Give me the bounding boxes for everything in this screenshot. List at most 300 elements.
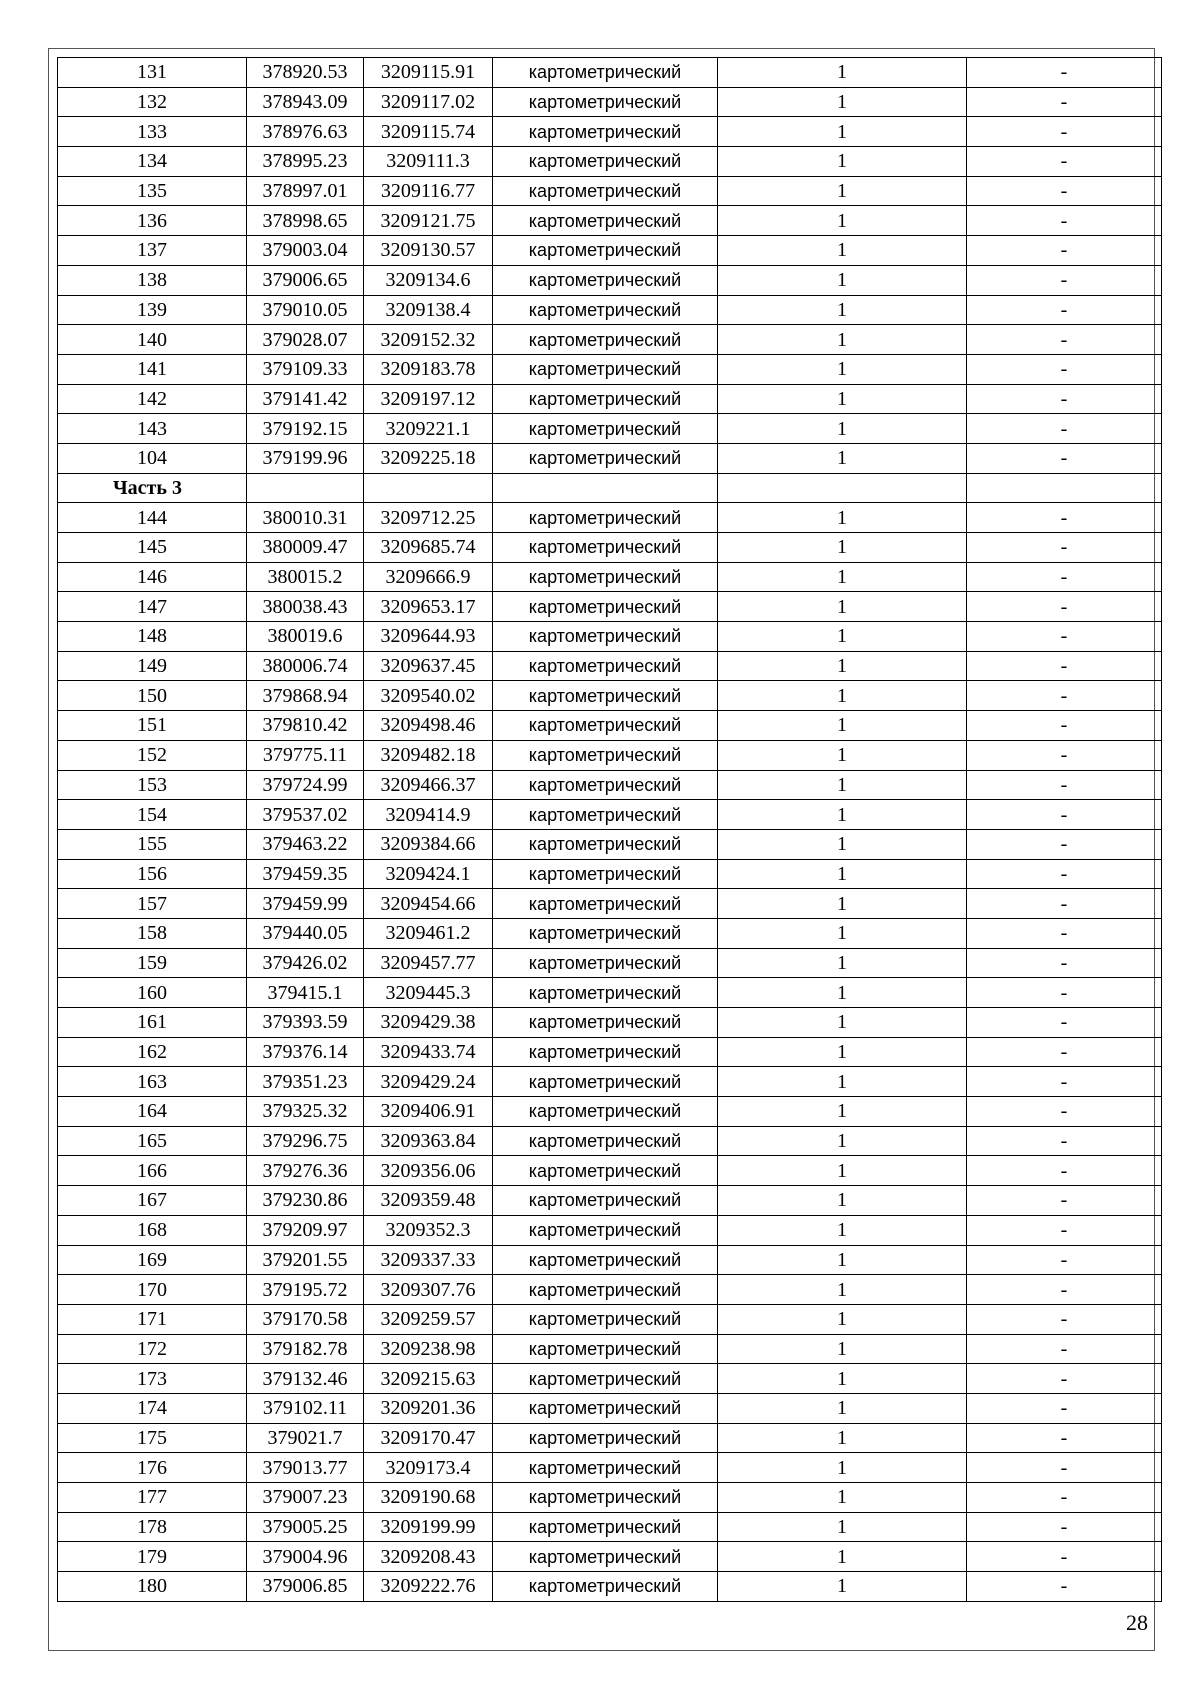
point-number-cell: 170 [58, 1275, 247, 1305]
point-number-cell: 136 [58, 206, 247, 236]
method-cell: картометрический [493, 1542, 718, 1572]
table-row [58, 859, 1162, 889]
note-cell: - [967, 87, 1162, 117]
x-coordinate-cell: 379170.58 [247, 1304, 364, 1334]
table-row [58, 681, 1162, 711]
x-coordinate-cell: 379005.25 [247, 1512, 364, 1542]
y-coordinate-cell: 3209197.12 [364, 384, 493, 414]
table-row [58, 206, 1162, 236]
point-number-cell: 144 [58, 503, 247, 533]
note-cell: - [967, 325, 1162, 355]
table-row [58, 58, 1162, 88]
x-coordinate-cell: 379141.42 [247, 384, 364, 414]
point-number-cell: 131 [58, 58, 247, 88]
method-cell: картометрический [493, 147, 718, 177]
table-row [58, 1572, 1162, 1602]
y-coordinate-cell: 3209653.17 [364, 592, 493, 622]
x-coordinate-cell: 379351.23 [247, 1067, 364, 1097]
accuracy-cell: 1 [718, 1542, 967, 1572]
point-number-cell: 154 [58, 800, 247, 830]
table-cell-empty [967, 473, 1162, 503]
accuracy-cell: 1 [718, 1067, 967, 1097]
point-number-cell: 147 [58, 592, 247, 622]
point-number-cell: 176 [58, 1453, 247, 1483]
note-cell: - [967, 354, 1162, 384]
note-cell: - [967, 1215, 1162, 1245]
point-number-cell: 160 [58, 978, 247, 1008]
page-number: 28 [1126, 1610, 1148, 1635]
note-cell: - [967, 1067, 1162, 1097]
y-coordinate-cell: 3209190.68 [364, 1483, 493, 1513]
point-number-cell: 166 [58, 1156, 247, 1186]
point-number-cell: 141 [58, 354, 247, 384]
method-cell: картометрический [493, 889, 718, 919]
method-cell: картометрический [493, 503, 718, 533]
table-row [58, 711, 1162, 741]
x-coordinate-cell: 379325.32 [247, 1097, 364, 1127]
method-cell: картометрический [493, 87, 718, 117]
method-cell: картометрический [493, 1008, 718, 1038]
table-cell-empty [247, 473, 364, 503]
y-coordinate-cell: 3209134.6 [364, 265, 493, 295]
x-coordinate-cell: 378997.01 [247, 176, 364, 206]
table-row [58, 918, 1162, 948]
note-cell: - [967, 443, 1162, 473]
accuracy-cell: 1 [718, 1275, 967, 1305]
x-coordinate-cell: 379276.36 [247, 1156, 364, 1186]
y-coordinate-cell: 3209121.75 [364, 206, 493, 236]
note-cell: - [967, 1156, 1162, 1186]
x-coordinate-cell: 379007.23 [247, 1483, 364, 1513]
table-row [58, 1483, 1162, 1513]
accuracy-cell: 1 [718, 1334, 967, 1364]
y-coordinate-cell: 3209152.32 [364, 325, 493, 355]
y-coordinate-cell: 3209637.45 [364, 651, 493, 681]
accuracy-cell: 1 [718, 384, 967, 414]
method-cell: картометрический [493, 1423, 718, 1453]
note-cell: - [967, 533, 1162, 563]
x-coordinate-cell: 379028.07 [247, 325, 364, 355]
method-cell: картометрический [493, 829, 718, 859]
accuracy-cell: 1 [718, 740, 967, 770]
note-cell: - [967, 740, 1162, 770]
x-coordinate-cell: 379296.75 [247, 1126, 364, 1156]
x-coordinate-cell: 379459.99 [247, 889, 364, 919]
method-cell: картометрический [493, 651, 718, 681]
x-coordinate-cell: 379195.72 [247, 1275, 364, 1305]
accuracy-cell: 1 [718, 354, 967, 384]
y-coordinate-cell: 3209433.74 [364, 1037, 493, 1067]
note-cell: - [967, 1008, 1162, 1038]
y-coordinate-cell: 3209363.84 [364, 1126, 493, 1156]
x-coordinate-cell: 379440.05 [247, 918, 364, 948]
method-cell: картометрический [493, 1572, 718, 1602]
point-number-cell: 137 [58, 236, 247, 266]
accuracy-cell: 1 [718, 622, 967, 652]
method-cell: картометрический [493, 1245, 718, 1275]
point-number-cell: 148 [58, 622, 247, 652]
accuracy-cell: 1 [718, 1512, 967, 1542]
method-cell: картометрический [493, 58, 718, 88]
method-cell: картометрический [493, 1126, 718, 1156]
note-cell: - [967, 562, 1162, 592]
table-section-header [58, 473, 1162, 503]
point-number-cell: 165 [58, 1126, 247, 1156]
x-coordinate-cell: 379013.77 [247, 1453, 364, 1483]
y-coordinate-cell: 3209115.74 [364, 117, 493, 147]
table-row [58, 265, 1162, 295]
table-row [58, 1512, 1162, 1542]
y-coordinate-cell: 3209454.66 [364, 889, 493, 919]
table-row [58, 1156, 1162, 1186]
x-coordinate-cell: 379004.96 [247, 1542, 364, 1572]
x-coordinate-cell: 379201.55 [247, 1245, 364, 1275]
accuracy-cell: 1 [718, 889, 967, 919]
method-cell: картометрический [493, 176, 718, 206]
table-row [58, 87, 1162, 117]
note-cell: - [967, 1304, 1162, 1334]
accuracy-cell: 1 [718, 711, 967, 741]
point-number-cell: 146 [58, 562, 247, 592]
x-coordinate-cell: 378976.63 [247, 117, 364, 147]
method-cell: картометрический [493, 1067, 718, 1097]
note-cell: - [967, 948, 1162, 978]
note-cell: - [967, 206, 1162, 236]
method-cell: картометрический [493, 859, 718, 889]
method-cell: картометрический [493, 533, 718, 563]
note-cell: - [967, 414, 1162, 444]
note-cell: - [967, 58, 1162, 88]
note-cell: - [967, 265, 1162, 295]
x-coordinate-cell: 379463.22 [247, 829, 364, 859]
y-coordinate-cell: 3209666.9 [364, 562, 493, 592]
method-cell: картометрический [493, 592, 718, 622]
method-cell: картометрический [493, 1186, 718, 1216]
x-coordinate-cell: 379376.14 [247, 1037, 364, 1067]
note-cell: - [967, 117, 1162, 147]
accuracy-cell: 1 [718, 681, 967, 711]
note-cell: - [967, 770, 1162, 800]
note-cell: - [967, 1572, 1162, 1602]
y-coordinate-cell: 3209199.99 [364, 1512, 493, 1542]
note-cell: - [967, 176, 1162, 206]
method-cell: картометрический [493, 384, 718, 414]
method-cell: картометрический [493, 800, 718, 830]
accuracy-cell: 1 [718, 859, 967, 889]
note-cell: - [967, 1483, 1162, 1513]
note-cell: - [967, 1453, 1162, 1483]
accuracy-cell: 1 [718, 978, 967, 1008]
x-coordinate-cell: 378920.53 [247, 58, 364, 88]
point-number-cell: 145 [58, 533, 247, 563]
x-coordinate-cell: 378995.23 [247, 147, 364, 177]
point-number-cell: 156 [58, 859, 247, 889]
point-number-cell: 163 [58, 1067, 247, 1097]
method-cell: картометрический [493, 1275, 718, 1305]
x-coordinate-cell: 379810.42 [247, 711, 364, 741]
point-number-cell: 180 [58, 1572, 247, 1602]
point-number-cell: 152 [58, 740, 247, 770]
note-cell: - [967, 1245, 1162, 1275]
x-coordinate-cell: 379426.02 [247, 948, 364, 978]
x-coordinate-cell: 379209.97 [247, 1215, 364, 1245]
accuracy-cell: 1 [718, 206, 967, 236]
table-row [58, 562, 1162, 592]
method-cell: картометрический [493, 1364, 718, 1394]
note-cell: - [967, 918, 1162, 948]
method-cell: картометрический [493, 1037, 718, 1067]
x-coordinate-cell: 378998.65 [247, 206, 364, 236]
table-row [58, 1037, 1162, 1067]
x-coordinate-cell: 379775.11 [247, 740, 364, 770]
y-coordinate-cell: 3209457.77 [364, 948, 493, 978]
note-cell: - [967, 503, 1162, 533]
table-row [58, 889, 1162, 919]
y-coordinate-cell: 3209498.46 [364, 711, 493, 741]
y-coordinate-cell: 3209461.2 [364, 918, 493, 948]
accuracy-cell: 1 [718, 800, 967, 830]
table-row [58, 443, 1162, 473]
accuracy-cell: 1 [718, 592, 967, 622]
x-coordinate-cell: 380006.74 [247, 651, 364, 681]
accuracy-cell: 1 [718, 236, 967, 266]
x-coordinate-cell: 380019.6 [247, 622, 364, 652]
accuracy-cell: 1 [718, 1364, 967, 1394]
y-coordinate-cell: 3209116.77 [364, 176, 493, 206]
point-number-cell: 155 [58, 829, 247, 859]
accuracy-cell: 1 [718, 295, 967, 325]
point-number-cell: 149 [58, 651, 247, 681]
note-cell: - [967, 1542, 1162, 1572]
y-coordinate-cell: 3209117.02 [364, 87, 493, 117]
table-row [58, 1364, 1162, 1394]
x-coordinate-cell: 379021.7 [247, 1423, 364, 1453]
accuracy-cell: 1 [718, 1126, 967, 1156]
table-row [58, 176, 1162, 206]
accuracy-cell: 1 [718, 503, 967, 533]
x-coordinate-cell: 379459.35 [247, 859, 364, 889]
method-cell: картометрический [493, 770, 718, 800]
y-coordinate-cell: 3209138.4 [364, 295, 493, 325]
note-cell: - [967, 711, 1162, 741]
accuracy-cell: 1 [718, 117, 967, 147]
method-cell: картометрический [493, 1304, 718, 1334]
accuracy-cell: 1 [718, 87, 967, 117]
accuracy-cell: 1 [718, 1186, 967, 1216]
method-cell: картометрический [493, 1483, 718, 1513]
note-cell: - [967, 1334, 1162, 1364]
point-number-cell: 161 [58, 1008, 247, 1038]
note-cell: - [967, 1126, 1162, 1156]
method-cell: картометрический [493, 295, 718, 325]
coordinates-table [57, 57, 1162, 1602]
table-row [58, 829, 1162, 859]
point-number-cell: 158 [58, 918, 247, 948]
accuracy-cell: 1 [718, 829, 967, 859]
accuracy-cell: 1 [718, 1156, 967, 1186]
y-coordinate-cell: 3209201.36 [364, 1393, 493, 1423]
y-coordinate-cell: 3209215.63 [364, 1364, 493, 1394]
table-row [58, 651, 1162, 681]
y-coordinate-cell: 3209221.1 [364, 414, 493, 444]
accuracy-cell: 1 [718, 325, 967, 355]
x-coordinate-cell: 379192.15 [247, 414, 364, 444]
table-row [58, 1304, 1162, 1334]
x-coordinate-cell: 379182.78 [247, 1334, 364, 1364]
accuracy-cell: 1 [718, 1423, 967, 1453]
table-row [58, 503, 1162, 533]
table-row [58, 295, 1162, 325]
accuracy-cell: 1 [718, 1483, 967, 1513]
table-row [58, 1126, 1162, 1156]
table-cell-empty [364, 473, 493, 503]
method-cell: картометрический [493, 443, 718, 473]
note-cell: - [967, 622, 1162, 652]
method-cell: картометрический [493, 1334, 718, 1364]
x-coordinate-cell: 379102.11 [247, 1393, 364, 1423]
table-row [58, 354, 1162, 384]
method-cell: картометрический [493, 206, 718, 236]
x-coordinate-cell: 379537.02 [247, 800, 364, 830]
y-coordinate-cell: 3209414.9 [364, 800, 493, 830]
y-coordinate-cell: 3209445.3 [364, 978, 493, 1008]
table-row [58, 1423, 1162, 1453]
method-cell: картометрический [493, 918, 718, 948]
table-row [58, 384, 1162, 414]
x-coordinate-cell: 379724.99 [247, 770, 364, 800]
accuracy-cell: 1 [718, 1393, 967, 1423]
point-number-cell: 150 [58, 681, 247, 711]
point-number-cell: 179 [58, 1542, 247, 1572]
x-coordinate-cell: 378943.09 [247, 87, 364, 117]
table-row [58, 1097, 1162, 1127]
accuracy-cell: 1 [718, 562, 967, 592]
method-cell: картометрический [493, 681, 718, 711]
y-coordinate-cell: 3209183.78 [364, 354, 493, 384]
note-cell: - [967, 1364, 1162, 1394]
table-row [58, 1453, 1162, 1483]
table-row [58, 236, 1162, 266]
y-coordinate-cell: 3209429.38 [364, 1008, 493, 1038]
table-row [58, 740, 1162, 770]
method-cell: картометрический [493, 1156, 718, 1186]
table-row [58, 592, 1162, 622]
point-number-cell: 169 [58, 1245, 247, 1275]
table-row [58, 1215, 1162, 1245]
point-number-cell: 157 [58, 889, 247, 919]
note-cell: - [967, 889, 1162, 919]
x-coordinate-cell: 379393.59 [247, 1008, 364, 1038]
table-row [58, 1245, 1162, 1275]
method-cell: картометрический [493, 1393, 718, 1423]
table-row [58, 147, 1162, 177]
point-number-cell: 174 [58, 1393, 247, 1423]
x-coordinate-cell: 380009.47 [247, 533, 364, 563]
table-cell-empty [718, 473, 967, 503]
table-row [58, 325, 1162, 355]
y-coordinate-cell: 3209424.1 [364, 859, 493, 889]
point-number-cell: 139 [58, 295, 247, 325]
y-coordinate-cell: 3209115.91 [364, 58, 493, 88]
accuracy-cell: 1 [718, 918, 967, 948]
x-coordinate-cell: 379010.05 [247, 295, 364, 325]
point-number-cell: 142 [58, 384, 247, 414]
point-number-cell: 172 [58, 1334, 247, 1364]
accuracy-cell: 1 [718, 1245, 967, 1275]
point-number-cell: 164 [58, 1097, 247, 1127]
note-cell: - [967, 1512, 1162, 1542]
method-cell: картометрический [493, 117, 718, 147]
method-cell: картометрический [493, 236, 718, 266]
point-number-cell: 151 [58, 711, 247, 741]
table-row [58, 1275, 1162, 1305]
note-cell: - [967, 978, 1162, 1008]
section-label: Часть 3 [58, 473, 247, 503]
table-row [58, 1067, 1162, 1097]
y-coordinate-cell: 3209352.3 [364, 1215, 493, 1245]
y-coordinate-cell: 3209356.06 [364, 1156, 493, 1186]
point-number-cell: 133 [58, 117, 247, 147]
x-coordinate-cell: 379415.1 [247, 978, 364, 1008]
point-number-cell: 168 [58, 1215, 247, 1245]
method-cell: картометрический [493, 711, 718, 741]
note-cell: - [967, 592, 1162, 622]
x-coordinate-cell: 379006.85 [247, 1572, 364, 1602]
x-coordinate-cell: 379006.65 [247, 265, 364, 295]
point-number-cell: 104 [58, 443, 247, 473]
point-number-cell: 177 [58, 1483, 247, 1513]
accuracy-cell: 1 [718, 1215, 967, 1245]
point-number-cell: 173 [58, 1364, 247, 1394]
accuracy-cell: 1 [718, 414, 967, 444]
method-cell: картометрический [493, 1215, 718, 1245]
accuracy-cell: 1 [718, 58, 967, 88]
y-coordinate-cell: 3209111.3 [364, 147, 493, 177]
method-cell: картометрический [493, 265, 718, 295]
accuracy-cell: 1 [718, 533, 967, 563]
method-cell: картометрический [493, 414, 718, 444]
accuracy-cell: 1 [718, 176, 967, 206]
point-number-cell: 135 [58, 176, 247, 206]
y-coordinate-cell: 3209259.57 [364, 1304, 493, 1334]
accuracy-cell: 1 [718, 1037, 967, 1067]
point-number-cell: 132 [58, 87, 247, 117]
section-row [58, 473, 1162, 503]
y-coordinate-cell: 3209222.76 [364, 1572, 493, 1602]
y-coordinate-cell: 3209384.66 [364, 829, 493, 859]
table-row [58, 533, 1162, 563]
point-number-cell: 171 [58, 1304, 247, 1334]
accuracy-cell: 1 [718, 1453, 967, 1483]
note-cell: - [967, 859, 1162, 889]
table-row [58, 1542, 1162, 1572]
point-number-cell: 153 [58, 770, 247, 800]
method-cell: картометрический [493, 562, 718, 592]
point-number-cell: 143 [58, 414, 247, 444]
accuracy-cell: 1 [718, 1304, 967, 1334]
table-row [58, 948, 1162, 978]
y-coordinate-cell: 3209337.33 [364, 1245, 493, 1275]
method-cell: картометрический [493, 1097, 718, 1127]
table-body-part-3 [58, 503, 1162, 1601]
x-coordinate-cell: 380010.31 [247, 503, 364, 533]
point-number-cell: 162 [58, 1037, 247, 1067]
y-coordinate-cell: 3209540.02 [364, 681, 493, 711]
accuracy-cell: 1 [718, 651, 967, 681]
y-coordinate-cell: 3209406.91 [364, 1097, 493, 1127]
y-coordinate-cell: 3209359.48 [364, 1186, 493, 1216]
table-row [58, 1008, 1162, 1038]
